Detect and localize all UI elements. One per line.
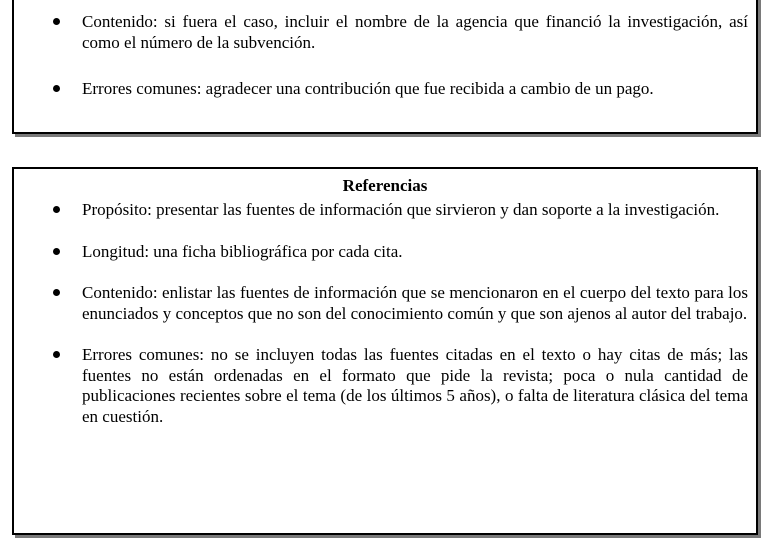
list-item-text: Errores comunes: agradecer una contribución que fue recibida a cambio de un pago. (82, 79, 654, 98)
bullet-icon (53, 85, 60, 92)
bullet-list (53, 200, 748, 448)
list-item-contenido (53, 283, 748, 324)
list-item-text: Propósito: presentar las fuentes de información que sirvieron y dan soporte a la investigación. (82, 200, 720, 219)
list-item-proposito (53, 200, 748, 221)
list-item-errores (53, 345, 748, 427)
bullet-icon (53, 289, 60, 296)
bullet-icon (53, 18, 60, 25)
list-item-text: Contenido: enlistar las fuentes de información que se mencionaron en el cuerpo del texto para los enunciados y conceptos que no son del conocimiento común y que son ajenos al autor del trabajo. (82, 283, 748, 323)
list-item-text: Errores comunes: no se incluyen todas las fuentes citadas en el texto o hay citas de más; las fuentes no están ordenadas en el formato que pide la revista; poca o nula cantidad de publicaciones recientes sobre el tema (de los últimos 5 años), o falta de literatura clásica del tema en cuestión. (82, 345, 748, 426)
box-previous-section (12, 0, 758, 134)
list-item-longitud (53, 242, 748, 263)
list-item-text: Longitud: una ficha bibliográfica por cada cita. (82, 241, 403, 261)
box-referencias (12, 167, 758, 535)
list-item-text: Contenido: si fuera el caso, incluir el nombre de la agencia que financió la investigación, así como el número de la subvención. (82, 12, 748, 52)
bullet-list (53, 12, 748, 121)
section-title: Referencias (342, 176, 428, 195)
bullet-icon (53, 206, 60, 213)
list-item-errores (53, 79, 748, 100)
bullet-icon (53, 351, 60, 358)
bullet-icon (53, 248, 60, 255)
list-item-contenido (53, 12, 748, 53)
